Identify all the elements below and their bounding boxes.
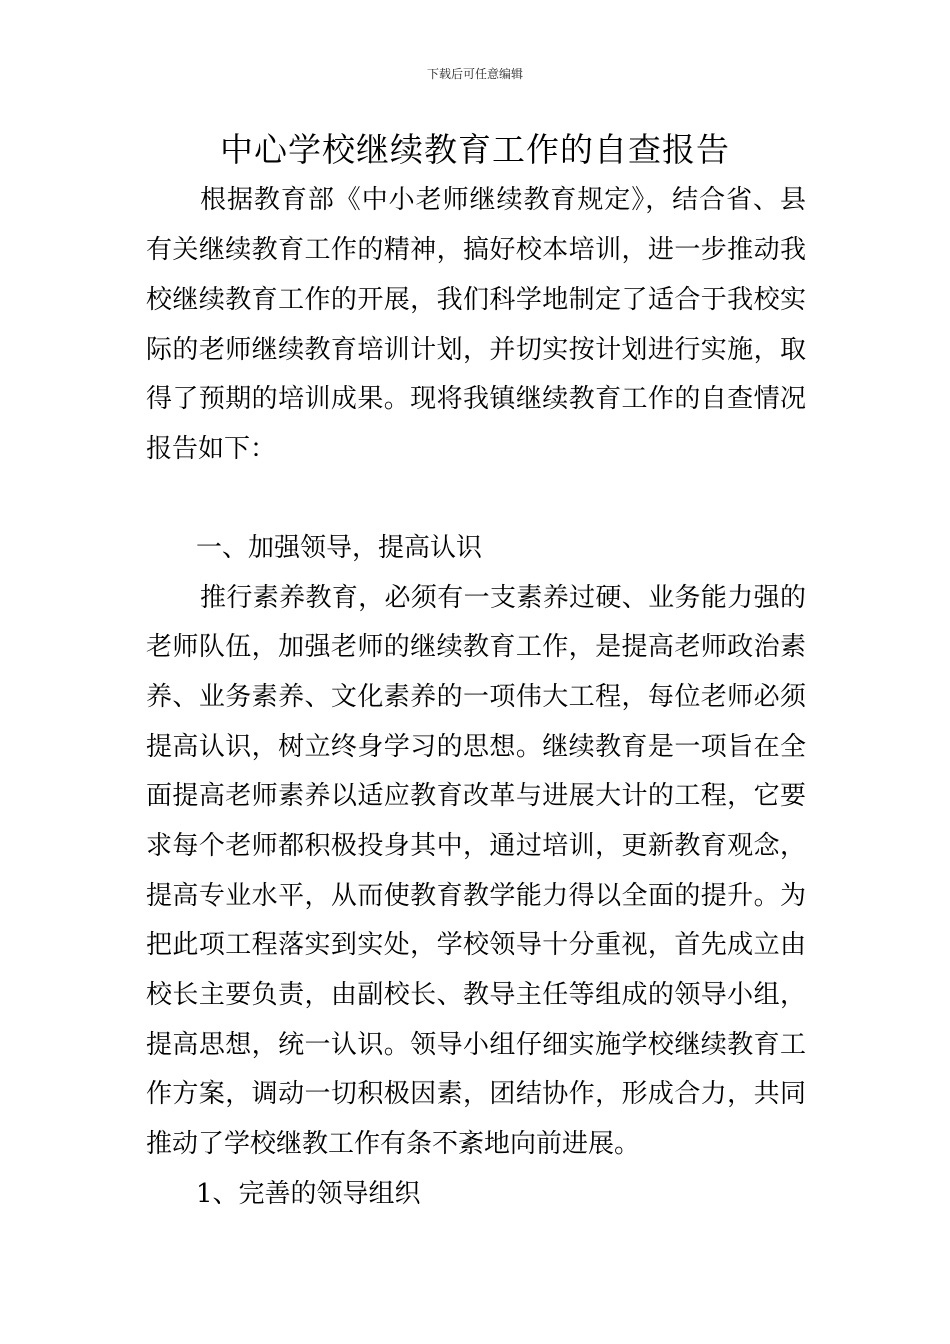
- section-line: 提高思想，统一认识。领导小组仔细实施学校继续教育工: [146, 1030, 806, 1060]
- intro-line: 际的老师继续教育培训计划，并切实按计划进行实施，取: [146, 335, 806, 365]
- intro-line: 根据教育部《中小老师继续教育规定》，结合省、县: [200, 185, 806, 215]
- subsection-heading: 1、完善的领导组织: [196, 1179, 421, 1209]
- section-line: 老师队伍，加强老师的继续教育工作，是提高老师政治素: [146, 632, 806, 662]
- section-line: 把此项工程落实到实处，学校领导十分重视，首先成立由: [146, 930, 806, 960]
- intro-line: 有关继续教育工作的精神，搞好校本培训，进一步推动我: [146, 235, 806, 265]
- section-line: 养、业务素养、文化素养的一项伟大工程，每位老师必须: [146, 682, 806, 712]
- section-line: 推行素养教育，必须有一支素养过硬、业务能力强的: [200, 583, 806, 613]
- section-line: 提高认识，树立终身学习的思想。继续教育是一项旨在全: [146, 732, 806, 762]
- header-note: 下载后可任意编辑: [426, 67, 523, 81]
- section-line: 校长主要负责，由副校长、教导主任等组成的领导小组，: [146, 980, 806, 1010]
- section-line: 推动了学校继教工作有条不紊地向前进展。: [146, 1129, 641, 1159]
- section-line: 提高专业水平，从而使教育教学能力得以全面的提升。为: [146, 881, 806, 911]
- section-line: 面提高老师素养以适应教育改革与进展大计的工程，它要: [146, 781, 806, 811]
- intro-line: 校继续教育工作的开展，我们科学地制定了适合于我校实: [146, 285, 806, 315]
- section-line: 求每个老师都积极投身其中，通过培训，更新教育观念，: [146, 831, 806, 861]
- intro-line: 得了预期的培训成果。现将我镇继续教育工作的自查情况: [146, 384, 806, 414]
- intro-line: 报告如下：: [146, 434, 277, 464]
- document-title: 中心学校继续教育工作的自查报告: [220, 130, 730, 169]
- section-line: 作方案，调动一切积极因素，团结协作，形成合力，共同: [146, 1079, 806, 1109]
- section-heading: 一、加强领导，提高认识: [196, 533, 483, 563]
